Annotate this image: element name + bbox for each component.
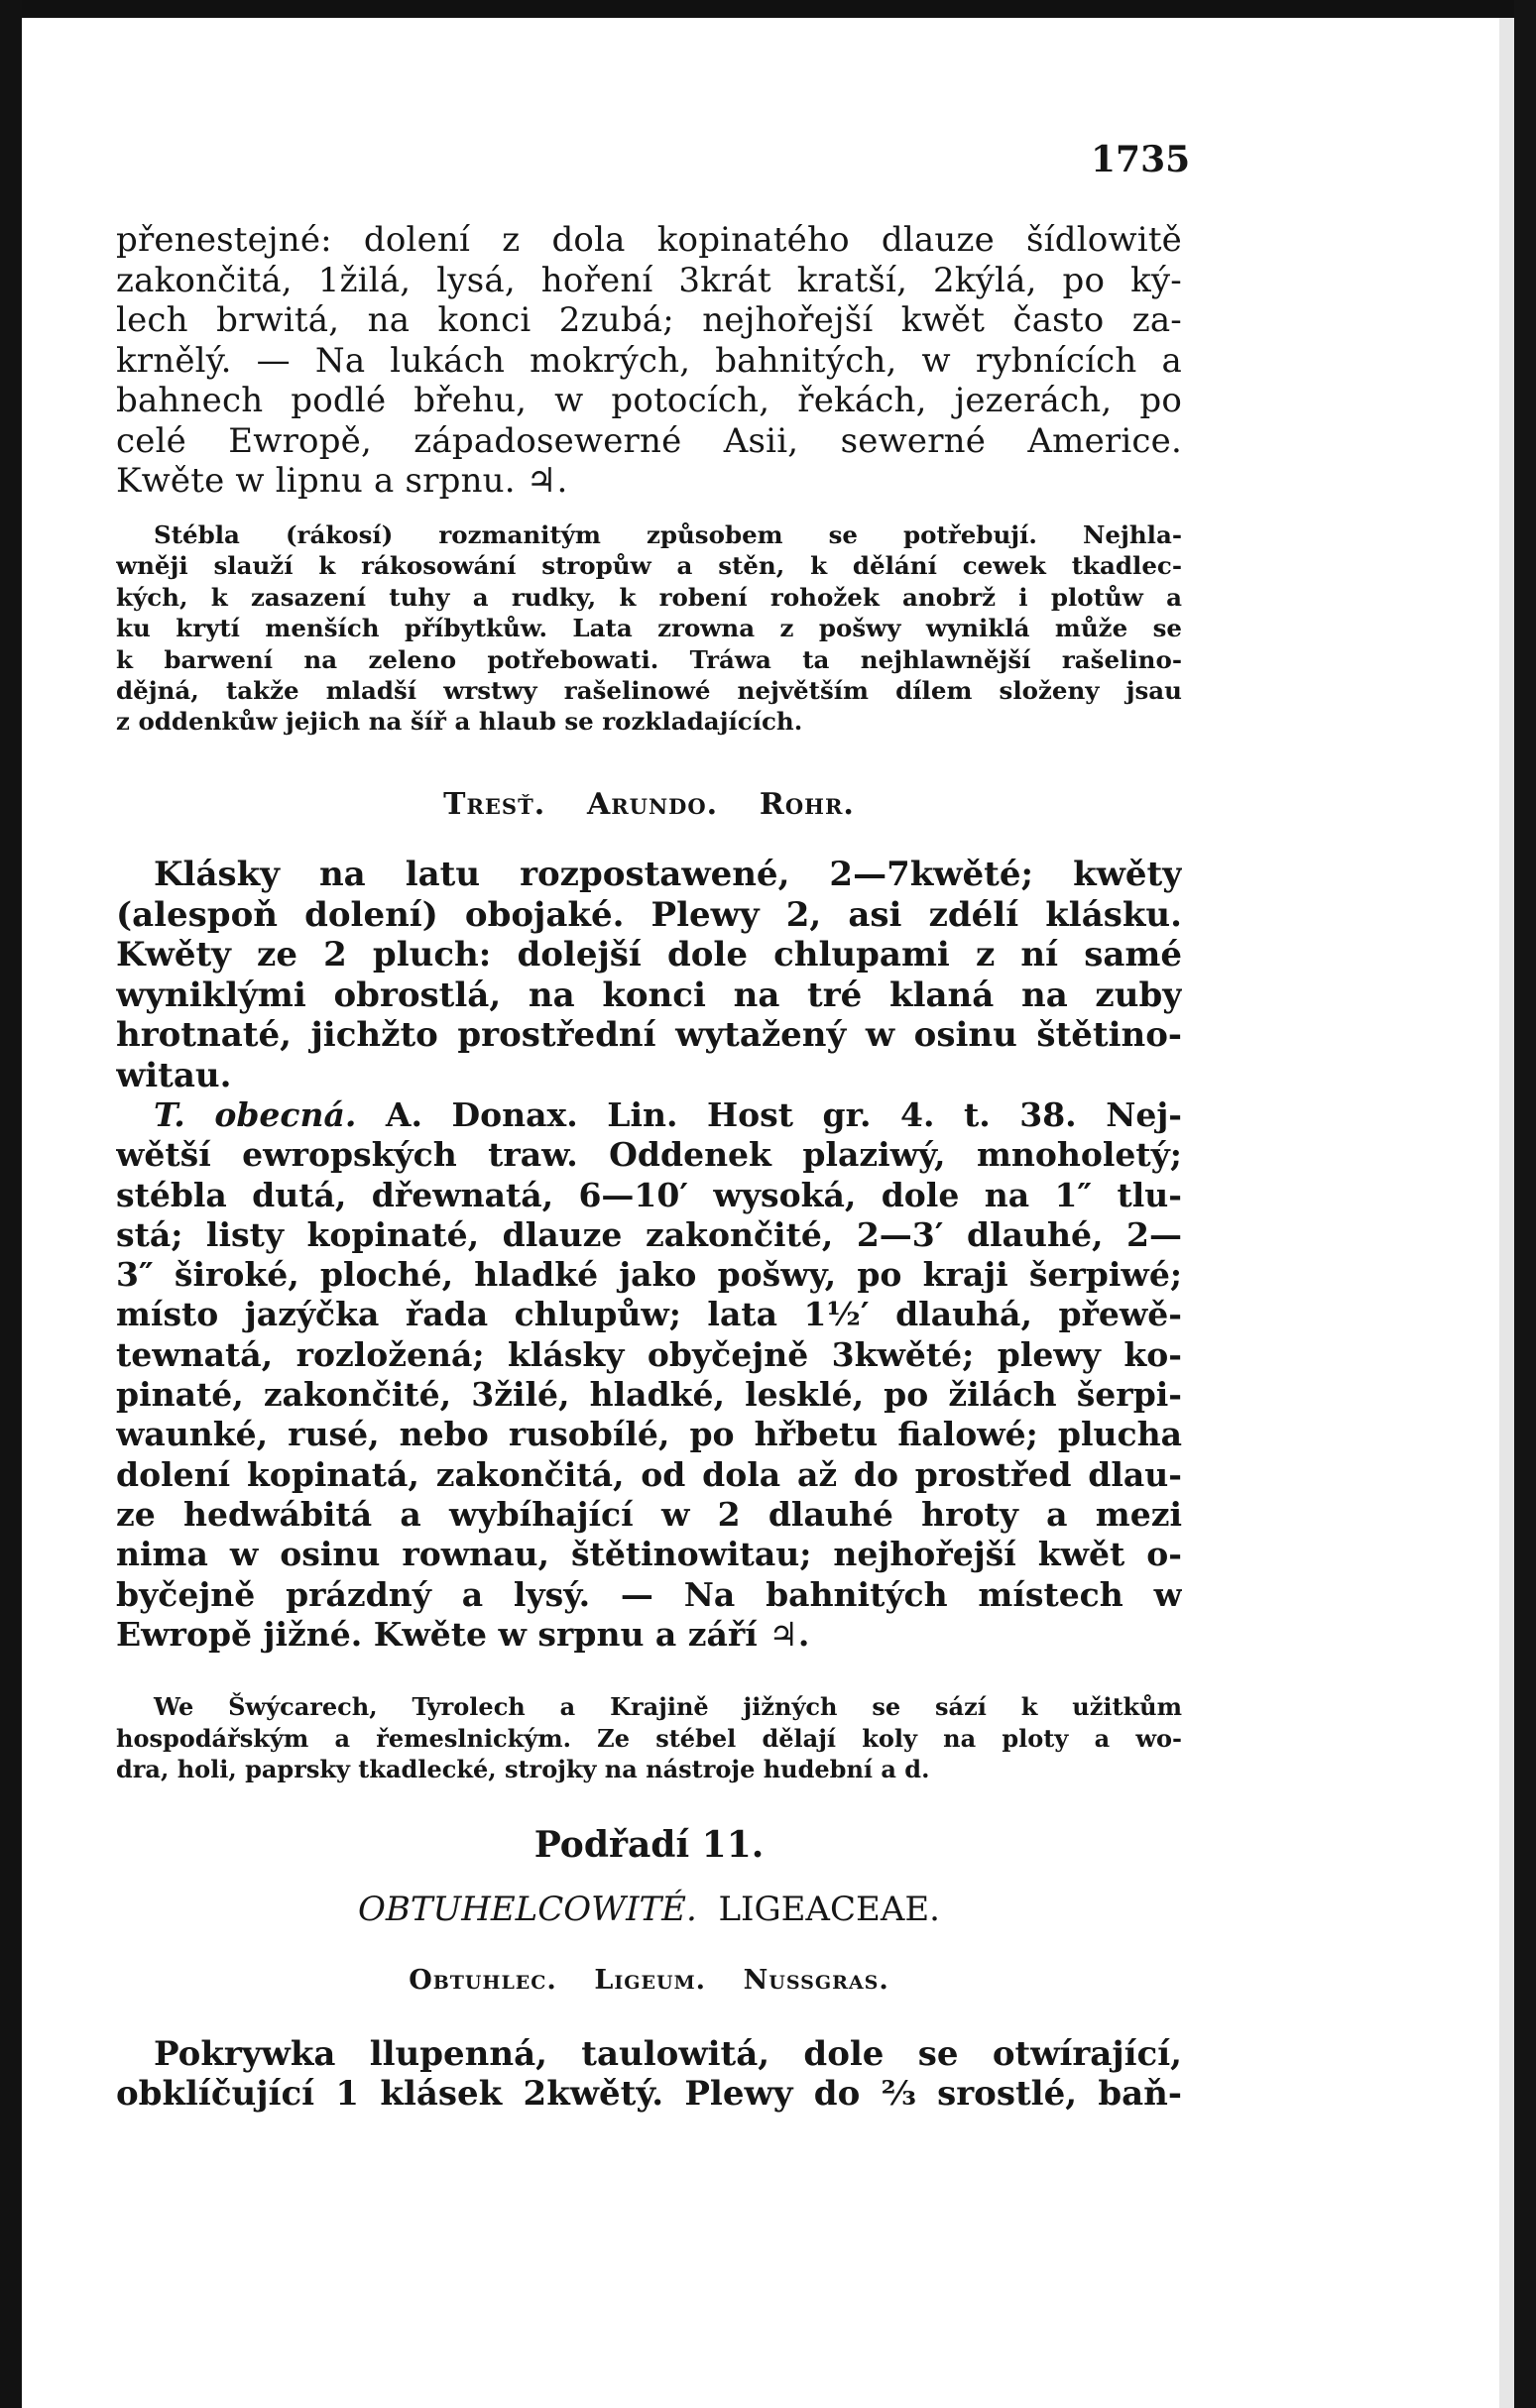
text-line: zakončitá, 1žilá, lysá, hoření 3krát kratší, 2kýlá, po ký- — [116, 260, 1182, 300]
note-line: hospodářským a řemeslnickým. Ze stébel dělají koly na ploty a wo- — [116, 1723, 1182, 1753]
note-line: dra, holi, paprsky tkadlecké, strojky na nástroje hudební a d. — [116, 1755, 930, 1784]
note-line: We Šwýcarech, Tyrolech a Krajině jižných se sází k užitkům — [154, 1692, 1182, 1721]
note-uses-reed — [116, 519, 1182, 738]
genus-description-ligeum — [116, 2034, 1182, 2114]
note-line: dějná, takže mladší wrstwy rašelinowé největším dílem složeny jsau — [116, 676, 1182, 706]
scan-border-right — [1514, 0, 1536, 2408]
species-name: T. obecná. — [154, 1095, 357, 1134]
note-line: k barwení na zeleno potřebowati. Tráwa ta nejhlawnější rašelino- — [116, 644, 1182, 674]
scan-border-right-shade — [1499, 18, 1514, 2408]
genus-latin-name: Arundo. — [586, 787, 719, 822]
suborder-heading: Podřadí 11. — [533, 1824, 765, 1866]
text-line: lech brwitá, na konci 2zubá; nejhořejší kwět často za- — [116, 300, 1182, 340]
text-line: wětší ewropských traw. Oddenek plaziwý, mnoholetý; — [116, 1135, 1182, 1175]
text-line: pinaté, zakončité, 3žilé, hladké, lesklé, po žilách šerpi- — [116, 1375, 1182, 1415]
genus-description-arundo — [116, 855, 1182, 1096]
genus-german-name: Nussgras. — [743, 1965, 889, 1996]
note-uses-donax — [116, 1691, 1182, 1785]
text-line: stébla dutá, dřewnatá, 6—10′ wysoká, dole na 1″ tlu- — [116, 1175, 1182, 1214]
species-description-donax — [116, 1095, 1182, 1655]
note-line: Stébla (rákosí) rozmanitým způsobem se potřebují. Nejhla- — [154, 520, 1182, 549]
text-line: (alespoň dolení) obojaké. Plewy 2, asi zdélí klásku. — [116, 894, 1182, 935]
note-line: wněji slauží k rákosowání stropůw a stěn, k dělání cewek tkadlec- — [116, 551, 1182, 581]
genus-heading-arundo — [116, 787, 1182, 822]
text-line: byčejně prázdný a lysý. — Na bahnitých místech w — [116, 1574, 1182, 1614]
text-line: Ewropě jižné. Kwěte w srpnu a září ♃. — [116, 1614, 810, 1654]
text-line: ze hedwábitá a wybíhající w 2 dlauhé hroty a mezi — [116, 1494, 1182, 1534]
genus-czech-name: Tresť. — [443, 787, 546, 822]
text-line — [116, 1095, 1182, 1135]
page-number: 1735 — [1091, 139, 1191, 180]
text-line: waunké, rusé, nebo rusobílé, po hřbetu fialowé; plucha — [116, 1415, 1182, 1454]
paragraph-phragmites-end — [116, 220, 1182, 502]
text-line: 3″ široké, ploché, hladké jako pošwy, po kraji šerpiwé; — [116, 1255, 1182, 1295]
scan-border-left — [0, 0, 22, 2408]
note-line: kých, k zasazení tuhy a rudky, k robení rohožek anobrž i plotůw a — [116, 582, 1182, 612]
genus-czech-name: Obtuhlec. — [409, 1965, 557, 1996]
family-heading — [116, 1890, 1182, 1929]
text-line: přenestejné: dolení z dola kopinatého dlauze šídlowitě — [116, 220, 1182, 260]
family-latin-name: LIGEACEAE. — [718, 1890, 940, 1929]
note-line: z oddenkůw jejich na šíř a hlaub se rozkladajících. — [116, 707, 803, 737]
scan-border-top — [0, 0, 1536, 18]
text-line: celé Ewropě, západosewerné Asii, sewerné Americe. — [116, 420, 1182, 461]
text-line: bahnech podlé břehu, w potocích, řekách, jezerách, po — [116, 381, 1182, 420]
text-line: witau. — [116, 1055, 232, 1095]
text-line: obklíčující 1 klásek 2kwětý. Plewy do ⅔ srostlé, baň- — [116, 2074, 1182, 2114]
text-line: Kwěty ze 2 pluch: dolejší dole chlupami z ní samé — [116, 935, 1182, 975]
note-line: ku krytí menších příbytkůw. Lata zrowna z pošwy wyniklá může se — [116, 614, 1182, 643]
text-line: stá; listy kopinaté, dlauze zakončité, 2—3′ dlauhé, 2— — [116, 1214, 1182, 1254]
text-line: Klásky na latu rozpostawené, 2—7kwěté; kwěty — [154, 855, 1182, 894]
text-line: wyniklými obrostlá, na konci na tré klaná na zuby — [116, 975, 1182, 1015]
genus-latin-name: Ligeum. — [594, 1965, 707, 1996]
text-line: dolení kopinatá, zakončitá, od dola až do prostřed dlau- — [116, 1454, 1182, 1494]
text-line: tewnatá, rozložená; klásky obyčejně 3kwěté; plewy ko- — [116, 1334, 1182, 1374]
species-reference: A. Donax. Lin. Host gr. 4. t. 38. Nej- — [356, 1095, 1182, 1134]
genus-german-name: Rohr. — [759, 787, 855, 822]
text-line: Kwěte w lipnu a srpnu. ♃. — [116, 461, 568, 501]
text-line: nima w osinu rownau, štětinowitau; nejhořejší kwět o- — [116, 1535, 1182, 1574]
genus-heading-ligeum — [116, 1965, 1182, 1996]
text-line: Pokrywka llupenná, taulowitá, dole se otwírající, — [154, 2034, 1182, 2074]
text-line: hrotnaté, jichžto prostřední wytažený w osinu štětino- — [116, 1015, 1182, 1056]
text-line: krnělý. — Na lukách mokrých, bahnitých, w rybnících a — [116, 340, 1182, 381]
family-czech-name: OBTUHELCOWITÉ. — [358, 1890, 697, 1929]
text-line: místo jazýčka řada chlupůw; lata 1½′ dlauhá, přewě- — [116, 1295, 1182, 1334]
